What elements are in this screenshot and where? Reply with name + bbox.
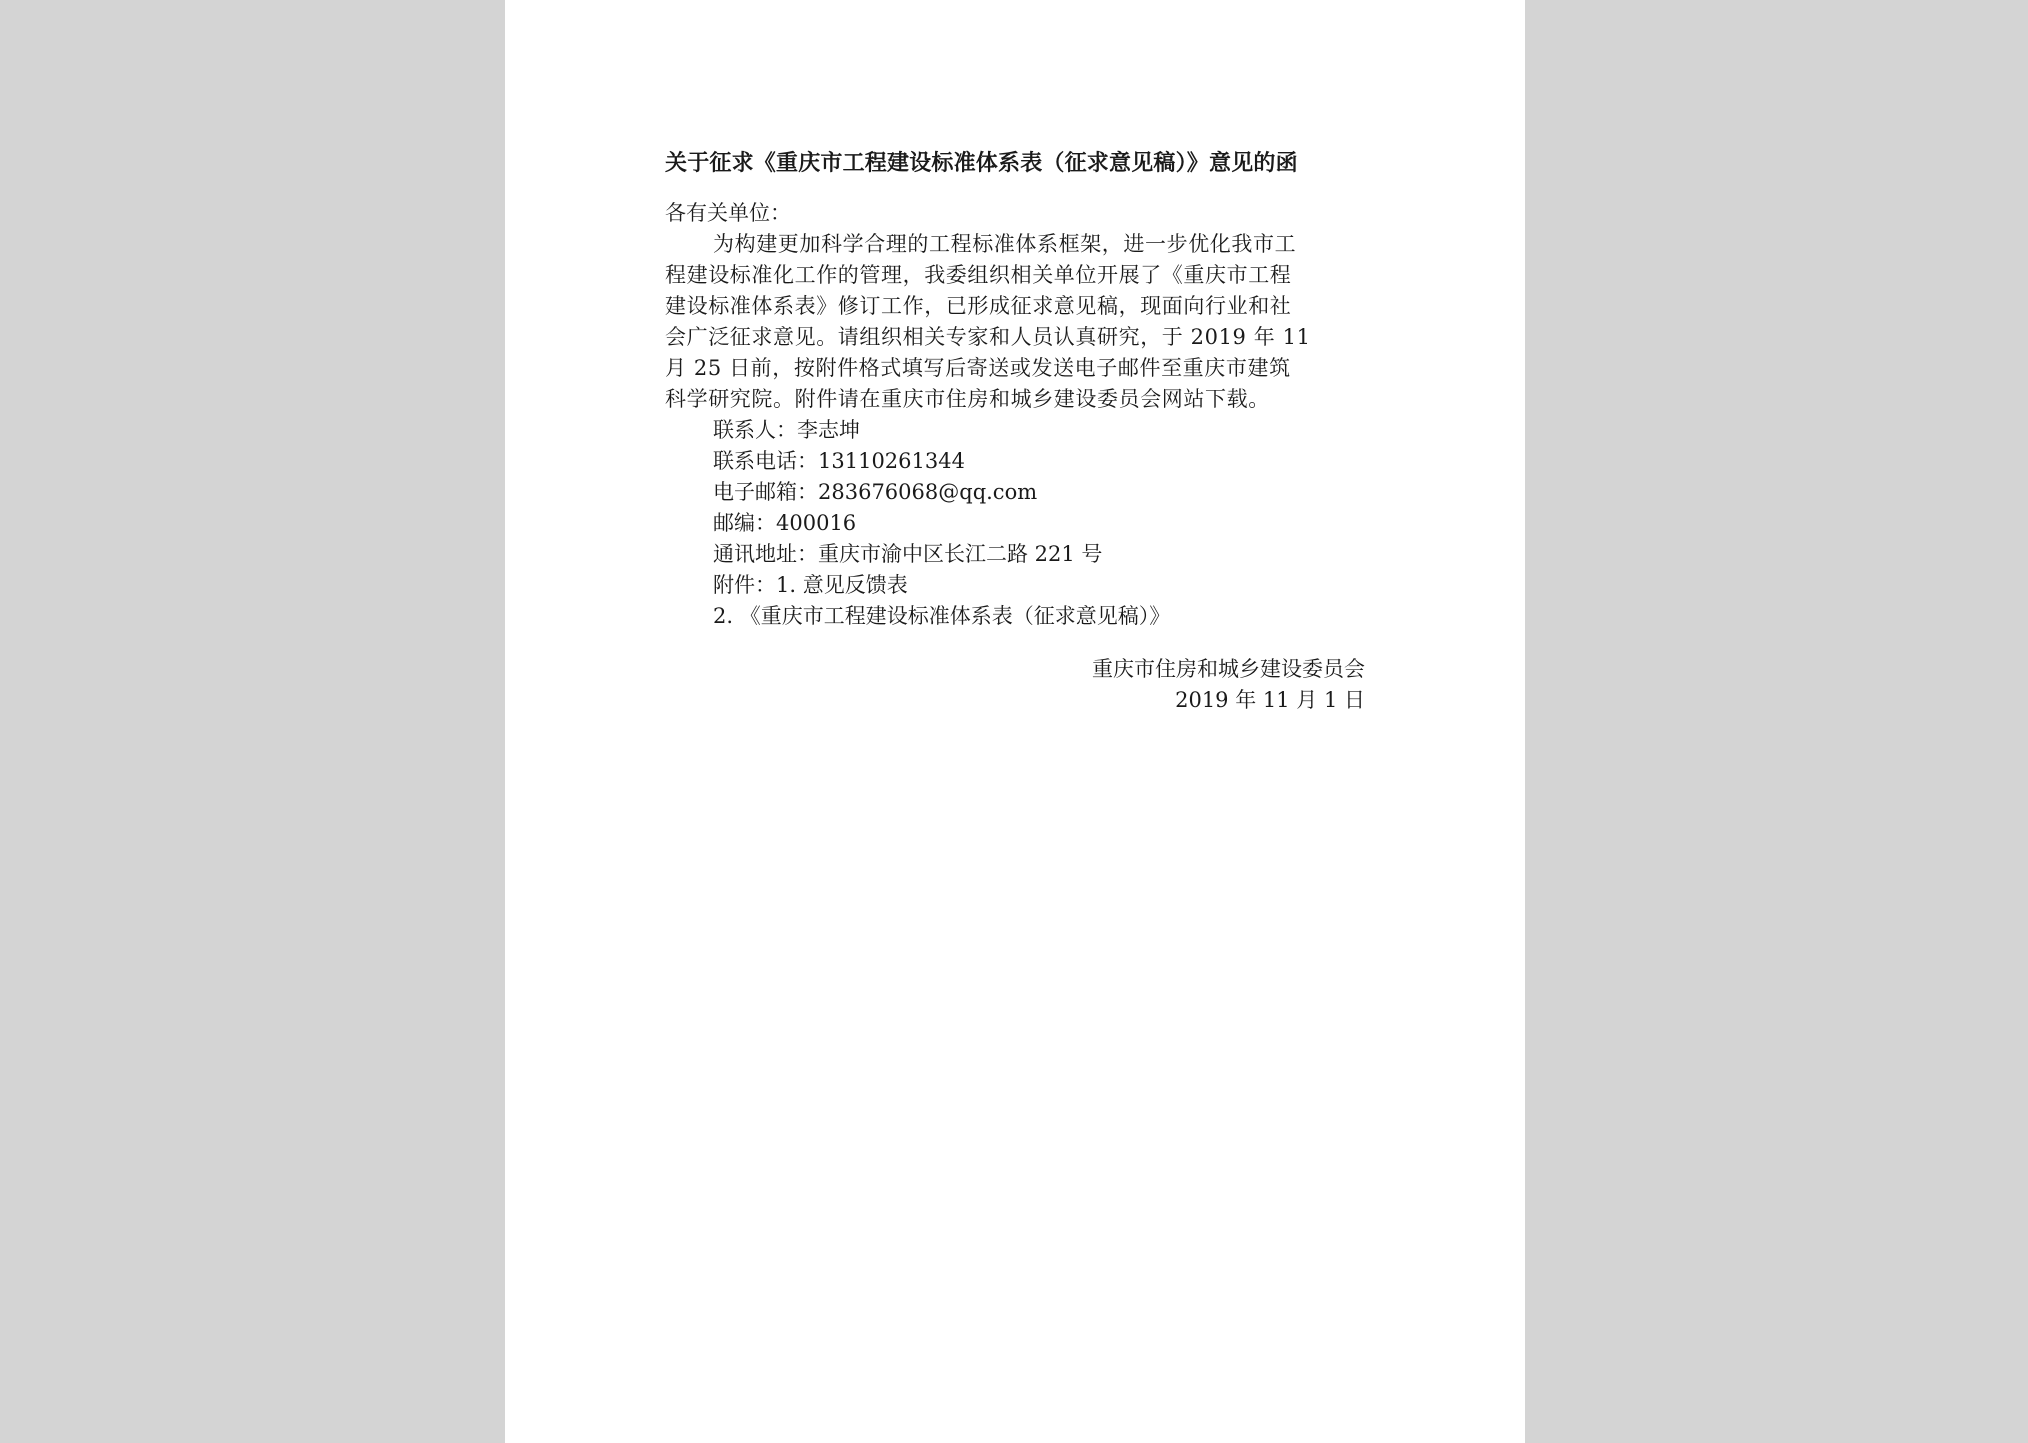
attachment-item-2: 2. 《重庆市工程建设标准体系表（征求意见稿）》	[713, 604, 1171, 628]
contact-person: 联系人：李志坤	[713, 418, 860, 442]
salutation: 各有关单位：	[665, 201, 791, 225]
contact-block	[665, 415, 1365, 570]
signature-organization: 重庆市住房和城乡建设委员会	[1092, 657, 1365, 681]
document-content	[665, 148, 1365, 716]
body-line: 为构建更加科学合理的工程标准体系框架，进一步优化我市工	[713, 232, 1297, 256]
signature-date: 2019 年 11 月 1 日	[1175, 688, 1365, 712]
body-line: 建设标准体系表》修订工作，已形成征求意见稿，现面向行业和社	[665, 294, 1292, 318]
document-page	[505, 0, 1525, 1443]
attachments-block	[665, 570, 1365, 632]
body-line: 月 25 日前，按附件格式填写后寄送或发送电子邮件至重庆市建筑	[665, 356, 1291, 380]
body-paragraph	[665, 229, 1365, 415]
contact-postcode: 邮编：400016	[713, 511, 857, 535]
signature-block	[665, 654, 1365, 716]
document-title: 关于征求《重庆市工程建设标准体系表（征求意见稿）》意见的函	[665, 150, 1298, 176]
contact-email: 电子邮箱：283676068@qq.com	[713, 480, 1038, 504]
contact-phone: 联系电话：13110261344	[713, 449, 965, 473]
body-line: 程建设标准化工作的管理，我委组织相关单位开展了《重庆市工程	[665, 263, 1292, 287]
attachment-item-1: 附件：1. 意见反馈表	[713, 573, 908, 597]
contact-address: 通讯地址：重庆市渝中区长江二路 221 号	[713, 542, 1103, 566]
body-line: 科学研究院。附件请在重庆市住房和城乡建设委员会网站下载。	[665, 387, 1270, 411]
body-line: 会广泛征求意见。请组织相关专家和人员认真研究，于 2019 年 11	[665, 325, 1311, 349]
